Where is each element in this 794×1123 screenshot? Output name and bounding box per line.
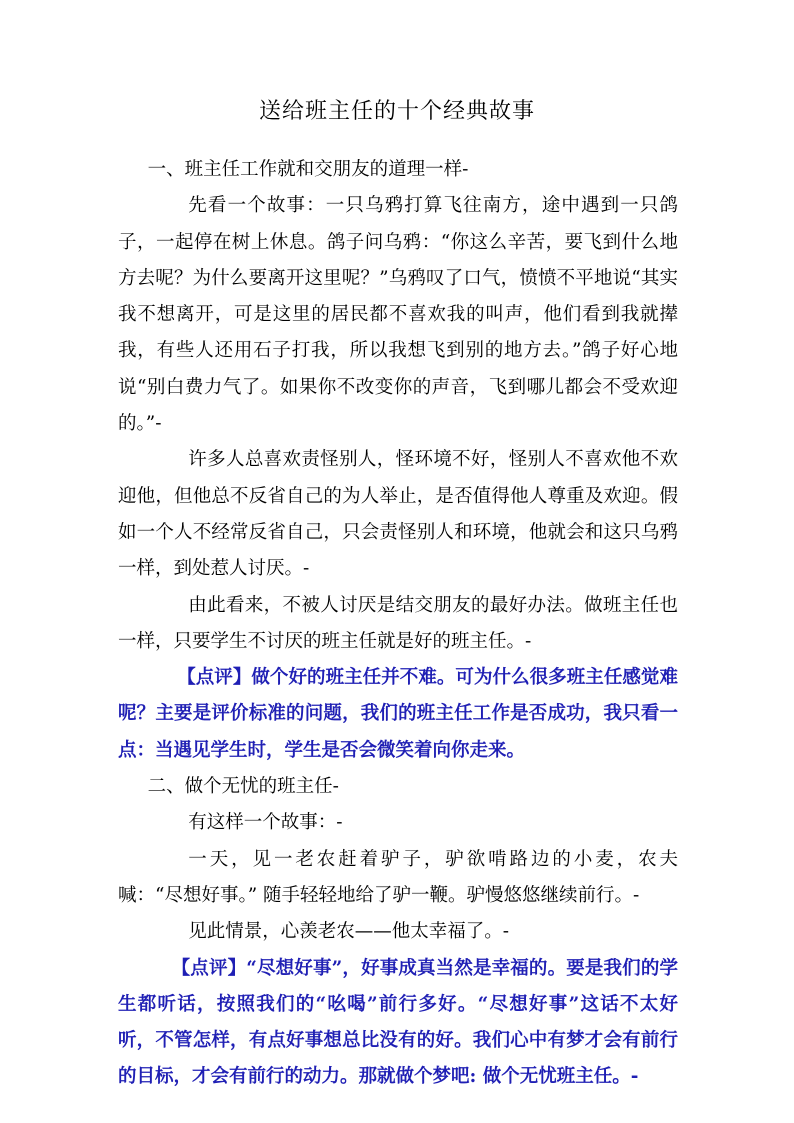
paragraph-story-intro: 有这样一个故事：- (188, 812, 343, 834)
page-title: 送给班主任的十个经典故事 (258, 99, 535, 124)
section-heading-2: 二、做个无忧的班主任- (147, 776, 339, 798)
paragraph-reflection: 许多人总喜欢责怪别人，怪环境不好，怪别人不喜欢他不欢迎他，但他总不反省自己的为人举止，是否值得他人尊重及欢迎。假如一个人不经常反省自己，只会责怪别人和环境，他就会和这只乌鸦一样，到处惹人讨厌。- (118, 449, 678, 580)
document-body (118, 152, 678, 1096)
section-heading-1: 一、班主任工作就和交朋友的道理一样- (147, 159, 469, 180)
paragraph-conclusion: 由此看来，不被人讨厌是结交朋友的最好办法。做班主任也一样，只要学生不讨厌的班主任就是好的班主任。- (118, 594, 678, 652)
paragraph-farmer-story: 一天，见一老农赶着驴子，驴欲啃路边的小麦，农夫喊：“尽想好事。” 随手轻轻地给了驴一鞭。驴慢悠悠继续前行。- (118, 848, 678, 906)
comment-2: 【点评】“尽想好事”，好事成真当然是幸福的。要是我们的学生都听话，按照我们的“吆喝”前行多好。“尽想好事”这话不太好听，不管怎样，有点好事想总比没有的好。我们心中有梦才会有前行的目标，才会有前行的动力。那就做个梦吧: 做个无忧班主任。- (118, 957, 678, 1088)
paragraph-crow-story: 先看一个故事：一只乌鸦打算飞往南方，途中遇到一只鸽子，一起停在树上休息。鸽子问乌鸦：“你这么辛苦，要飞到什么地方去呢？为什么要离开这里呢？”乌鸦叹了口气，愤愤不平地说“其实我不想离开，可是这里的居民都不喜欢我的叫声，他们看到我就撵我，有些人还用石子打我，所以我想飞到别的地方去。”鸽子好心地说“别白费力气了。如果你不改变你的声音，飞到哪儿都会不受欢迎的。”- (118, 195, 678, 435)
comment-1: 【点评】做个好的班主任并不难。可为什么很多班主任感觉难呢？主要是评价标准的问题，我们的班主任工作是否成功，我只看一点：当遇见学生时，学生是否会微笑着向你走来。 (118, 667, 678, 761)
paragraph-farmer-envy: 见此情景，心羡老农——他太幸福了。- (188, 921, 510, 943)
